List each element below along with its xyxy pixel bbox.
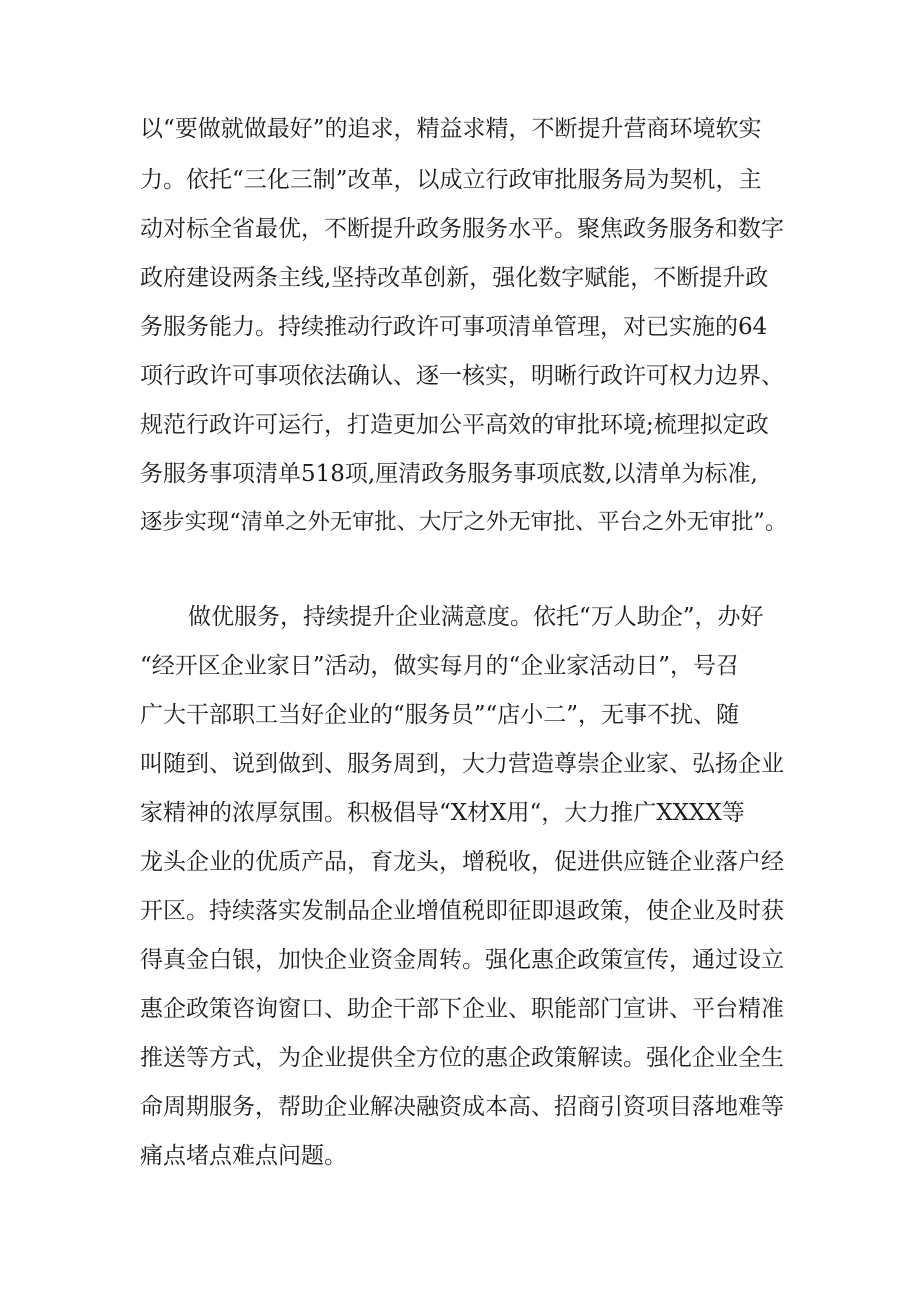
text-line: 推送等方式，为企业提供全方位的惠企政策解读。强化企业全生 <box>140 1045 784 1071</box>
text-line: 叫随到、说到做到、服务周到，大力营造尊崇企业家、弘扬企业 <box>140 751 784 777</box>
text-line: 惠企政策咨询窗口、助企干部下企业、职能部门宣讲、平台精准 <box>140 996 784 1022</box>
text-line: 逐步实现“清单之外无审批、大厅之外无审批、平台之外无审批”。 <box>140 509 788 535</box>
text-line: 务服务能力。持续推动行政许可事项清单管理，对已实施的64 <box>140 314 768 340</box>
text-line: 龙头企业的优质产品，育龙头，增税收，促进供应链企业落户经 <box>140 849 784 875</box>
text-line: “经开区企业家日”活动，做实每月的“企业家活动日”，号召 <box>140 653 740 679</box>
text-line: 务服务事项清单518项,厘清政务服务事项底数,以清单为标准, <box>140 461 758 487</box>
text-line: 得真金白银，加快企业资金周转。强化惠企政策宣传，通过设立 <box>140 947 784 973</box>
text-line: 家精神的浓厚氛围。积极倡导“X材X用“，大力推广XXXX等 <box>140 800 745 826</box>
text-line: 力。依托“三化三制”改革，以成立行政审批服务局为契机，主 <box>140 167 762 193</box>
text-line: 痛点堵点难点问题。 <box>140 1143 347 1169</box>
text-line: 命周期服务，帮助企业解决融资成本高、招商引资项目落地难等 <box>140 1094 784 1120</box>
text-line: 规范行政许可运行，打造更加公平高效的审批环境;梳理拟定政 <box>140 412 769 438</box>
text-line: 以“要做就做最好”的追求，精益求精，不断提升营商环境软实 <box>140 116 762 142</box>
text-line: 广大干部职工当好企业的“服务员”“店小二”，无事不扰、随 <box>140 702 740 728</box>
text-line: 动对标全省最优，不断提升政务服务水平。聚焦政务服务和数字 <box>140 216 784 242</box>
text-line: 做优服务，持续提升企业满意度。依托“万人助企”，办好 <box>188 604 764 630</box>
text-line: 政府建设两条主线,坚持改革创新，强化数字赋能，不断提升政 <box>140 265 769 291</box>
text-line: 项行政许可事项依法确认、逐一核实，明晰行政许可权力边界、 <box>140 363 784 389</box>
text-line: 开区。持续落实发制品企业增值税即征即退政策，使企业及时获 <box>140 898 784 924</box>
